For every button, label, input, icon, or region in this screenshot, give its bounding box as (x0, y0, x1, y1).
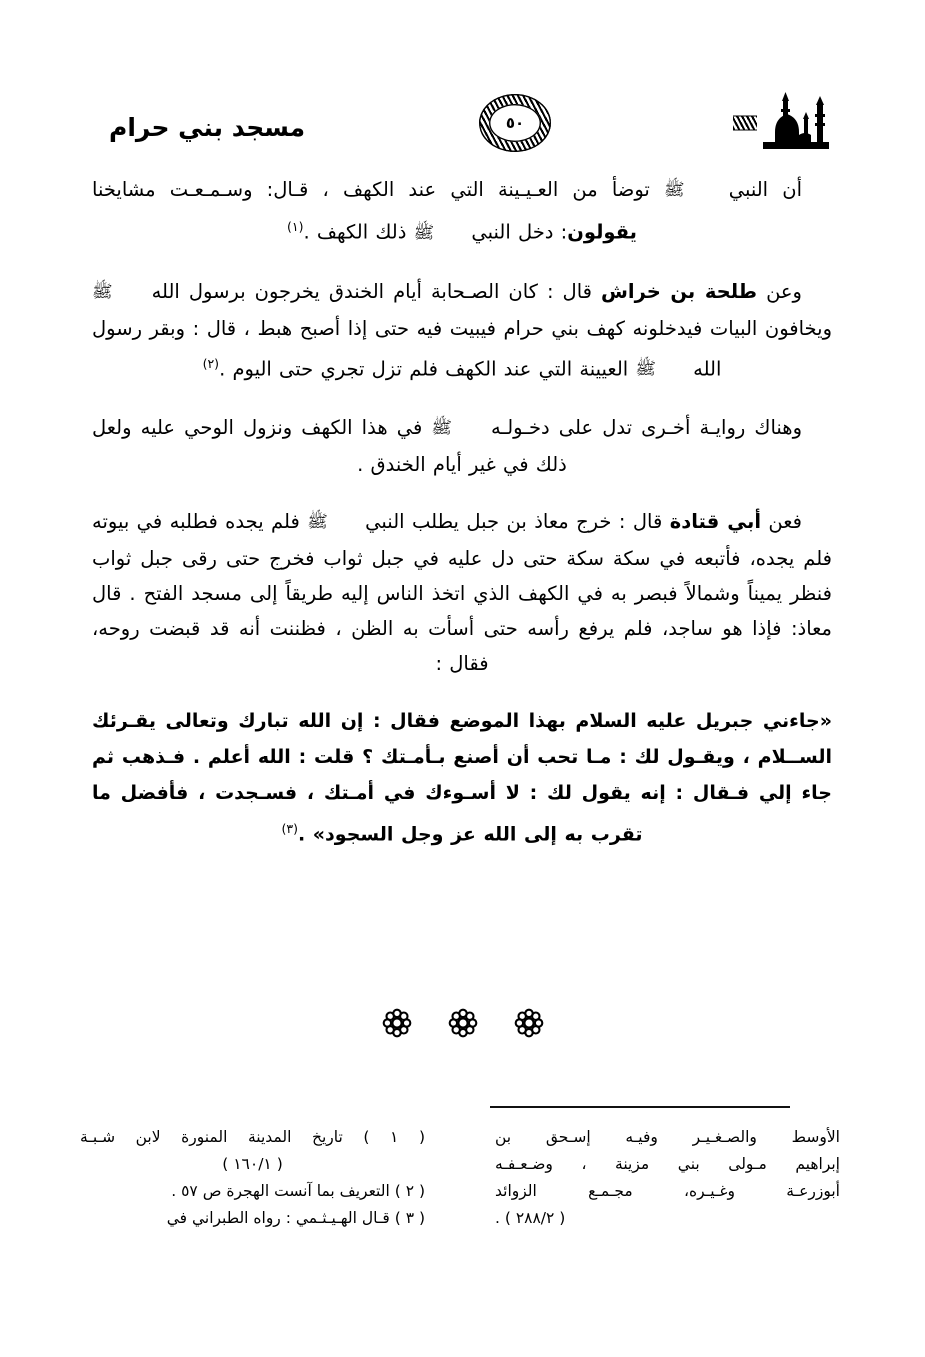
footnote-continuation-column (495, 1124, 840, 1232)
footnote-item (80, 1205, 425, 1232)
footnote-list (80, 1124, 425, 1232)
hadith-quote: «جاءني جبريل عليه السلام بهذا الموضع فقال : إن الله تبارك وتعالى يقـرئك الســلام ، ويقـول لك : مـا تحب أن أصنع بـأمـتك ؟ قلت : الله أعلم . فـذهب ثم جاء إلي فـقال : إنه يقول لك : لا أسـوءك في أمـتك ، فسـجدت ، فأفضل ما تقرب به إلى الله عز وجل السجود» .$^{(٣)}$ (92, 710, 832, 846)
footnote-marker: ( ٣ ) (394, 1209, 425, 1227)
footnote-continuation-line: ( ٢٨٨/٢ ) . (495, 1209, 566, 1227)
footnote-text: تاريخ المدينة المنورة لابن شـبـة (80, 1128, 343, 1146)
paragraph-4: فعن أبي قتادة قال : خرج معاذ بن جبل يطلب النبي ﷺ فلم يجده فطلبه في بيوته فلم يجده، فأتبعه في سكة سكة حتى دل عليه في جبل ثواب فخرج حتى رقى جبل ثواب فنظر يميناً وشمالاً فبصر به في الكهف الذي اتخذ الناس إليه طريقاً إلى مسجد الفتح . قال معاذ: فإذا هو ساجد، فلم يرفع رأسه حتى أسأت به الظن ، فظننت أنه قد قبضت روحه، فقال : (92, 510, 832, 675)
footnote-item-cont: ( ١٦٠/١ ) (222, 1155, 283, 1173)
rosette-flower-icon (382, 1008, 412, 1038)
page-number-medallion (479, 94, 551, 152)
mosque-icon (761, 92, 835, 154)
paragraph-3: وهناك روايـة أخـرى تدل على دخـولـه ﷺ في هذا الكهف ونزول الوحي عليه ولعل ذلك في غير أيام الخندق . (92, 416, 803, 476)
footnote-continuation-line: الأوسط والصـغـيـر وفيـه إسـحق بن (495, 1128, 840, 1146)
rope-segment-right (733, 116, 757, 131)
footnote-continuation-line: أبوزرعـة وغـيـره، مجـمـع الزوائد (495, 1182, 840, 1200)
rosette-flower-icon (448, 1008, 478, 1038)
rope-divider (305, 86, 761, 160)
page-header (95, 86, 835, 160)
footnote-marker: ( ٢ ) (394, 1182, 425, 1200)
footnote-continuation-line: إبراهيم مـولى بني مزينة ، وضـعـفـه (495, 1155, 840, 1173)
paragraph-2: وعن طلحة بن خراش قال : كان الصـحابة أيام الخندق يخرجون برسول الله ﷺ ويخافون البيات فيدخلونه كهف بني حرام فيبيت فيه حتى إذا أصبح هبط ، قال : وبقر رسول الله ﷺ العيينة التي عند الكهف فلم تزل تجري حتى اليوم .$^{(٢)}$ (92, 279, 832, 380)
ornament-divider (0, 1008, 925, 1038)
footnote-item (80, 1124, 425, 1151)
paragraph-1: أن النبي ﷺ توضأ من العـيـينة التي عند الكهف ، قـال: وسـمـعـت مشايخنا يقولون: دخل النبي ﷺ ذلك الكهف .$^{(١)}$ (92, 178, 802, 244)
footnote-text: التعريف بما آنست الهجرة ص ٥٧ . (171, 1182, 390, 1200)
page-number: ٥٠ (489, 104, 541, 142)
footnote-separator (490, 1106, 790, 1108)
page-body (92, 172, 832, 852)
footnote-text: قـال الهـيـثـمي : رواه الطبراني في (166, 1209, 390, 1227)
footnote-item (80, 1178, 425, 1205)
footnote-marker: ( ١ ) (363, 1128, 425, 1146)
footnotes (80, 1124, 840, 1232)
rosette-flower-icon (514, 1008, 544, 1038)
page-title: مسجد بني حرام (109, 112, 306, 142)
